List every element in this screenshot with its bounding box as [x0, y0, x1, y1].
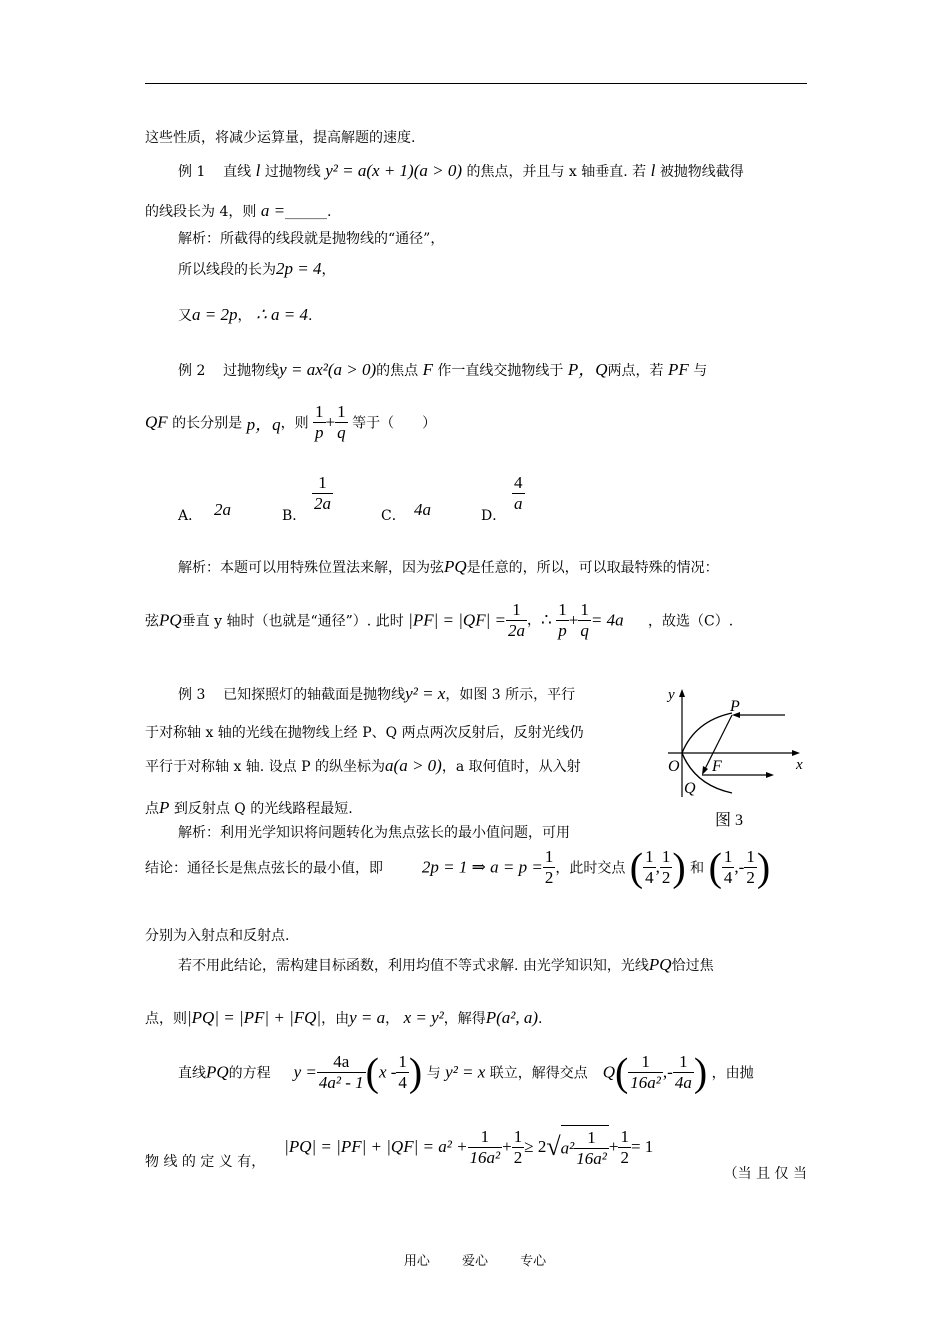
example-3-line-2 [145, 723, 655, 743]
footer-text: 用心 [403, 1254, 430, 1269]
text: 于对称轴 x 轴的光线在抛物线上经 P、Q 两点两次反射后，反射光线仍 [145, 725, 584, 741]
math-y2-x: y² = x [405, 684, 446, 703]
math-y-a: y = a [349, 1008, 386, 1027]
fraction-1-over-p: $\frac{1}{p}$ [315, 402, 324, 442]
math-p-q: p，q [246, 415, 281, 434]
text: 和 [690, 860, 705, 877]
footer-text: 专心 [520, 1254, 547, 1269]
label-y: y [668, 687, 675, 703]
outgoing-ray-arrow [766, 772, 774, 778]
label-P: P [730, 698, 740, 715]
solution-3-line-2: 结论：通径长是焦点弦长的最小值，即 2p = 1 ⇒ a = p = $\frac{1}{2}$ ，此时交点 ( $\frac{1}{4}$ , $\frac{1}{2}$ ) 和 ( $\frac{1}{4}$ ,- $\frac{1}{2}$ ) [145, 844, 771, 890]
text: 垂直 y 轴时（也就是“通径”）. 此时 [181, 613, 404, 630]
math-pq-def: |PQ| = |PF| + |QF| = a² + [284, 1137, 468, 1156]
label-x: x [796, 757, 803, 773]
fraction-1-over-q: $\frac{1}{q}$ [337, 402, 346, 442]
math-abs-eq: |PF| = |QF| = [408, 610, 506, 630]
header-rule [145, 83, 807, 84]
paragraph-4-line-2: 点，则|PQ| = |PF| + |FQ|，由y = a， x = y²，解得P(a², a). [145, 1008, 543, 1027]
math-Q: Q [602, 1062, 615, 1082]
math-PQ: PQ [206, 1062, 229, 1082]
text: 的长分别是 [172, 415, 243, 432]
example-1-line-2 [145, 201, 807, 222]
math-PF: PF [668, 360, 689, 379]
math-eq-4a: = 4a [590, 610, 624, 630]
page-footer [0, 1250, 950, 1269]
option-a-value: 2a [214, 500, 231, 519]
example-label: 例 1 [178, 164, 206, 180]
math-a-2p: a = 2p [192, 305, 238, 324]
math-P: P [159, 798, 170, 817]
paragraph-5: 直线PQ的方程 y = $\frac{4a}{\text{4a² - 1}}$ (x - $\frac{1}{4}$ ) 与 y² = x 联立，解得交点 Q( $\frac{1}{\text{16a²}}$ ,- $\frac{1}{4a}$ ) ，由抛 [178, 1049, 754, 1095]
text: 与 [693, 363, 708, 379]
text: 的线段长为 4，则 [145, 204, 257, 220]
text: 的焦点，并且与 x 轴垂直. 若 [466, 164, 647, 180]
math-a-eq: a = [260, 201, 286, 220]
text: 到反射点 Q 的光线路程最短. [173, 801, 353, 817]
math-parabola-2: y = ax²(a > 0) [279, 360, 377, 379]
option-b-value: $\frac{1}{2a}$ [314, 473, 331, 513]
example-3-line-3 [145, 756, 655, 777]
math-PQ: PQ [648, 955, 672, 974]
math-l: l [650, 161, 656, 180]
text: ，由抛 [711, 1065, 754, 1082]
text: 又 [178, 308, 192, 324]
solution-1-line-3: 又a = 2p， ∴ a = 4. [178, 305, 313, 324]
figure-3-parabola-diagram [660, 685, 810, 835]
option-d-value: $\frac{4}{a}$ [514, 473, 523, 513]
example-1-line-1 [178, 161, 807, 182]
text: 的焦点 [376, 363, 419, 379]
figure-caption: 图 3 [715, 812, 744, 829]
text: 已知探照灯的轴截面是抛物线 [223, 687, 406, 703]
text: 过抛物线 [223, 363, 280, 379]
text: 解析：本题可以用特殊位置法来解，因为弦 [178, 560, 444, 576]
fraction-one-quarter: $\frac{1}{4}$ [398, 1052, 407, 1092]
reflected-ray-arrow [702, 766, 708, 775]
math-QF: QF [145, 412, 168, 432]
sqrt-argument: a² $\frac{1}{\text{16a²}}$ [561, 1125, 609, 1169]
text: 点，则 [145, 1011, 187, 1027]
fraction-one-half: $\frac{1}{2}$ [544, 847, 554, 887]
math-P-point: P(a², a) [485, 1008, 539, 1027]
text: 过抛物线 [264, 164, 321, 180]
option-d: D． [481, 508, 507, 524]
math-line-x: x - [378, 1062, 397, 1082]
point-Q-x: $\frac{1}{\text{16a²}}$ [630, 1052, 661, 1092]
text: ，此时交点 [555, 860, 626, 877]
text: 联立，解得交点 [489, 1065, 588, 1082]
text: 结论：通径长是焦点弦长的最小值，即 [145, 860, 383, 877]
y-axis-arrow [679, 689, 685, 697]
text: 的方程 [228, 1065, 271, 1082]
text: 平行于对称轴 x 轴. 设点 P 的纵坐标为 [145, 759, 386, 775]
text: 解析：所截得的线段就是抛物线的“通径”， [178, 231, 445, 247]
solution-3-line-3 [145, 926, 807, 946]
text: 解析：利用光学知识将问题转化为焦点弦长的最小值问题，可用 [178, 825, 570, 841]
example-2-line-1 [178, 360, 807, 381]
solution-2-line-1 [178, 557, 807, 578]
x-axis-arrow [792, 750, 800, 756]
label-O: O [668, 758, 680, 775]
text: ，解得 [443, 1011, 486, 1027]
option-a: A． [178, 508, 203, 524]
math-parabola-1: y² = a(x + 1)(a > 0) [325, 161, 463, 180]
math-line-y: y = [293, 1062, 317, 1082]
text: 直线 [223, 164, 252, 180]
fraction-1-over-q: $\frac{1}{q}$ [580, 600, 589, 640]
math-eq-1: = 1 [630, 1137, 654, 1156]
point-1-y: $\frac{1}{2}$ [661, 847, 671, 887]
point-1-x: $\frac{1}{4}$ [645, 847, 654, 887]
label-F: F [712, 758, 722, 775]
text: ，a 取何值时，从入射 [441, 759, 581, 775]
point-2-y: $\frac{1}{2}$ [746, 847, 755, 887]
text: 作一直线交抛物线于 [437, 363, 564, 379]
text: （当 且 仅 当 [723, 1166, 807, 1182]
solution-1-line-2: 所以线段的长为2p = 4， [178, 259, 336, 278]
text: 分别为入射点和反射点. [145, 928, 290, 944]
example-2-line-2: QF 的长分别是 p，q，则 $\frac{1}{p}$ + $\frac{1}{q}$ 等于（ ） [145, 402, 437, 442]
text: 弦 [145, 613, 159, 630]
label-Q: Q [684, 780, 696, 797]
text: ，则 [280, 415, 309, 432]
math-2p-1: 2p = 1 ⇒ a = p = [421, 857, 543, 877]
text: 物 线 的 定 义 有， [145, 1154, 266, 1170]
therefore-symbol: ∴ [540, 610, 552, 630]
solution-1-line-1 [178, 229, 807, 249]
paragraph-text: 这些性质，将减少运算量，提高解题的速度. [145, 130, 416, 146]
math-pq-sum: |PQ| = |PF| + |FQ| [187, 1008, 322, 1027]
paragraph-6: 物 线 的 定 义 有， |PQ| = |PF| + |QF| = a² + $\frac{1}{\text{16a²}}$ + $\frac{1}{2}$ ≥ 2√a² $\frac{1}{\text{16a²}}$ + $\frac{1}{2}$ = 1 （当 且 仅 当 [145, 1126, 807, 1182]
point-2-x: $\frac{1}{4}$ [723, 847, 733, 887]
option-c: C． [381, 508, 406, 524]
math-therefore-a4: ∴ a = 4 [255, 305, 308, 324]
text: 点 [145, 801, 159, 817]
solution-3-line-1 [178, 823, 807, 843]
math-x-y2: x = y² [403, 1008, 444, 1027]
math-PQ: PQ [444, 557, 467, 576]
example-3-line-1 [178, 684, 650, 705]
text-line [145, 128, 807, 148]
text: 与 [426, 1065, 441, 1082]
math-PQ: PQ [159, 610, 182, 630]
solution-2-line-2: 弦PQ垂直 y 轴时（也就是“通径”）. 此时 |PF| = |QF| = $\frac{1}{2a}$ ，∴ $\frac{1}{p}$ + $\frac{1}{q}$ = 4a ，故选（C）. [145, 600, 734, 640]
text: 直线 [178, 1065, 206, 1082]
text: 所以线段的长为 [178, 262, 276, 278]
example-label: 例 3 [178, 687, 206, 703]
math-F: F [422, 360, 433, 379]
text: ，故选（C）. [648, 613, 734, 630]
point-Q-y: $\frac{1}{4a}$ [674, 1052, 692, 1092]
fraction-one-half: $\frac{1}{2}$ [513, 1126, 523, 1167]
fraction-line-slope: $\frac{4a}{\text{4a² - 1}}$ [318, 1052, 364, 1092]
fraction-1-over-p: $\frac{1}{p}$ [558, 600, 567, 640]
option-c-value: 4a [414, 500, 431, 519]
option-b: B． [282, 508, 307, 524]
text: 若不用此结论，需构建目标函数，利用均值不等式求解. 由光学知识知，光线 [178, 958, 649, 974]
fraction-1-over-16a2: $\frac{1}{\text{16a²}}$ [469, 1126, 501, 1167]
example-label: 例 2 [178, 363, 206, 379]
text: 被抛物线截得 [659, 164, 744, 180]
text: 等于（ ） [352, 415, 437, 432]
math-y2-x: y² = x [445, 1062, 486, 1082]
fraction-one-half: $\frac{1}{2}$ [620, 1126, 629, 1167]
text: ，如图 3 所示，平行 [445, 687, 576, 703]
math-2p-4: 2p = 4 [276, 259, 322, 278]
math-l: l [255, 161, 261, 180]
math-ge-2: ≥ 2 [524, 1137, 547, 1156]
footer-text: 爱心 [461, 1254, 488, 1269]
math-a-cond: a(a > 0) [385, 756, 442, 775]
math-P-Q: P，Q [567, 360, 608, 379]
text: 恰过焦 [671, 958, 714, 974]
text: ，由 [321, 1011, 350, 1027]
answer-blank: ______. [285, 204, 332, 220]
example-3-line-4 [145, 798, 655, 819]
text: 是任意的，所以，可以取最特殊的情况： [466, 560, 719, 576]
text: 两点，若 [607, 363, 664, 379]
paragraph-4-line-1 [178, 955, 807, 976]
fraction-1-over-2a: $\frac{1}{2a}$ [507, 600, 525, 640]
